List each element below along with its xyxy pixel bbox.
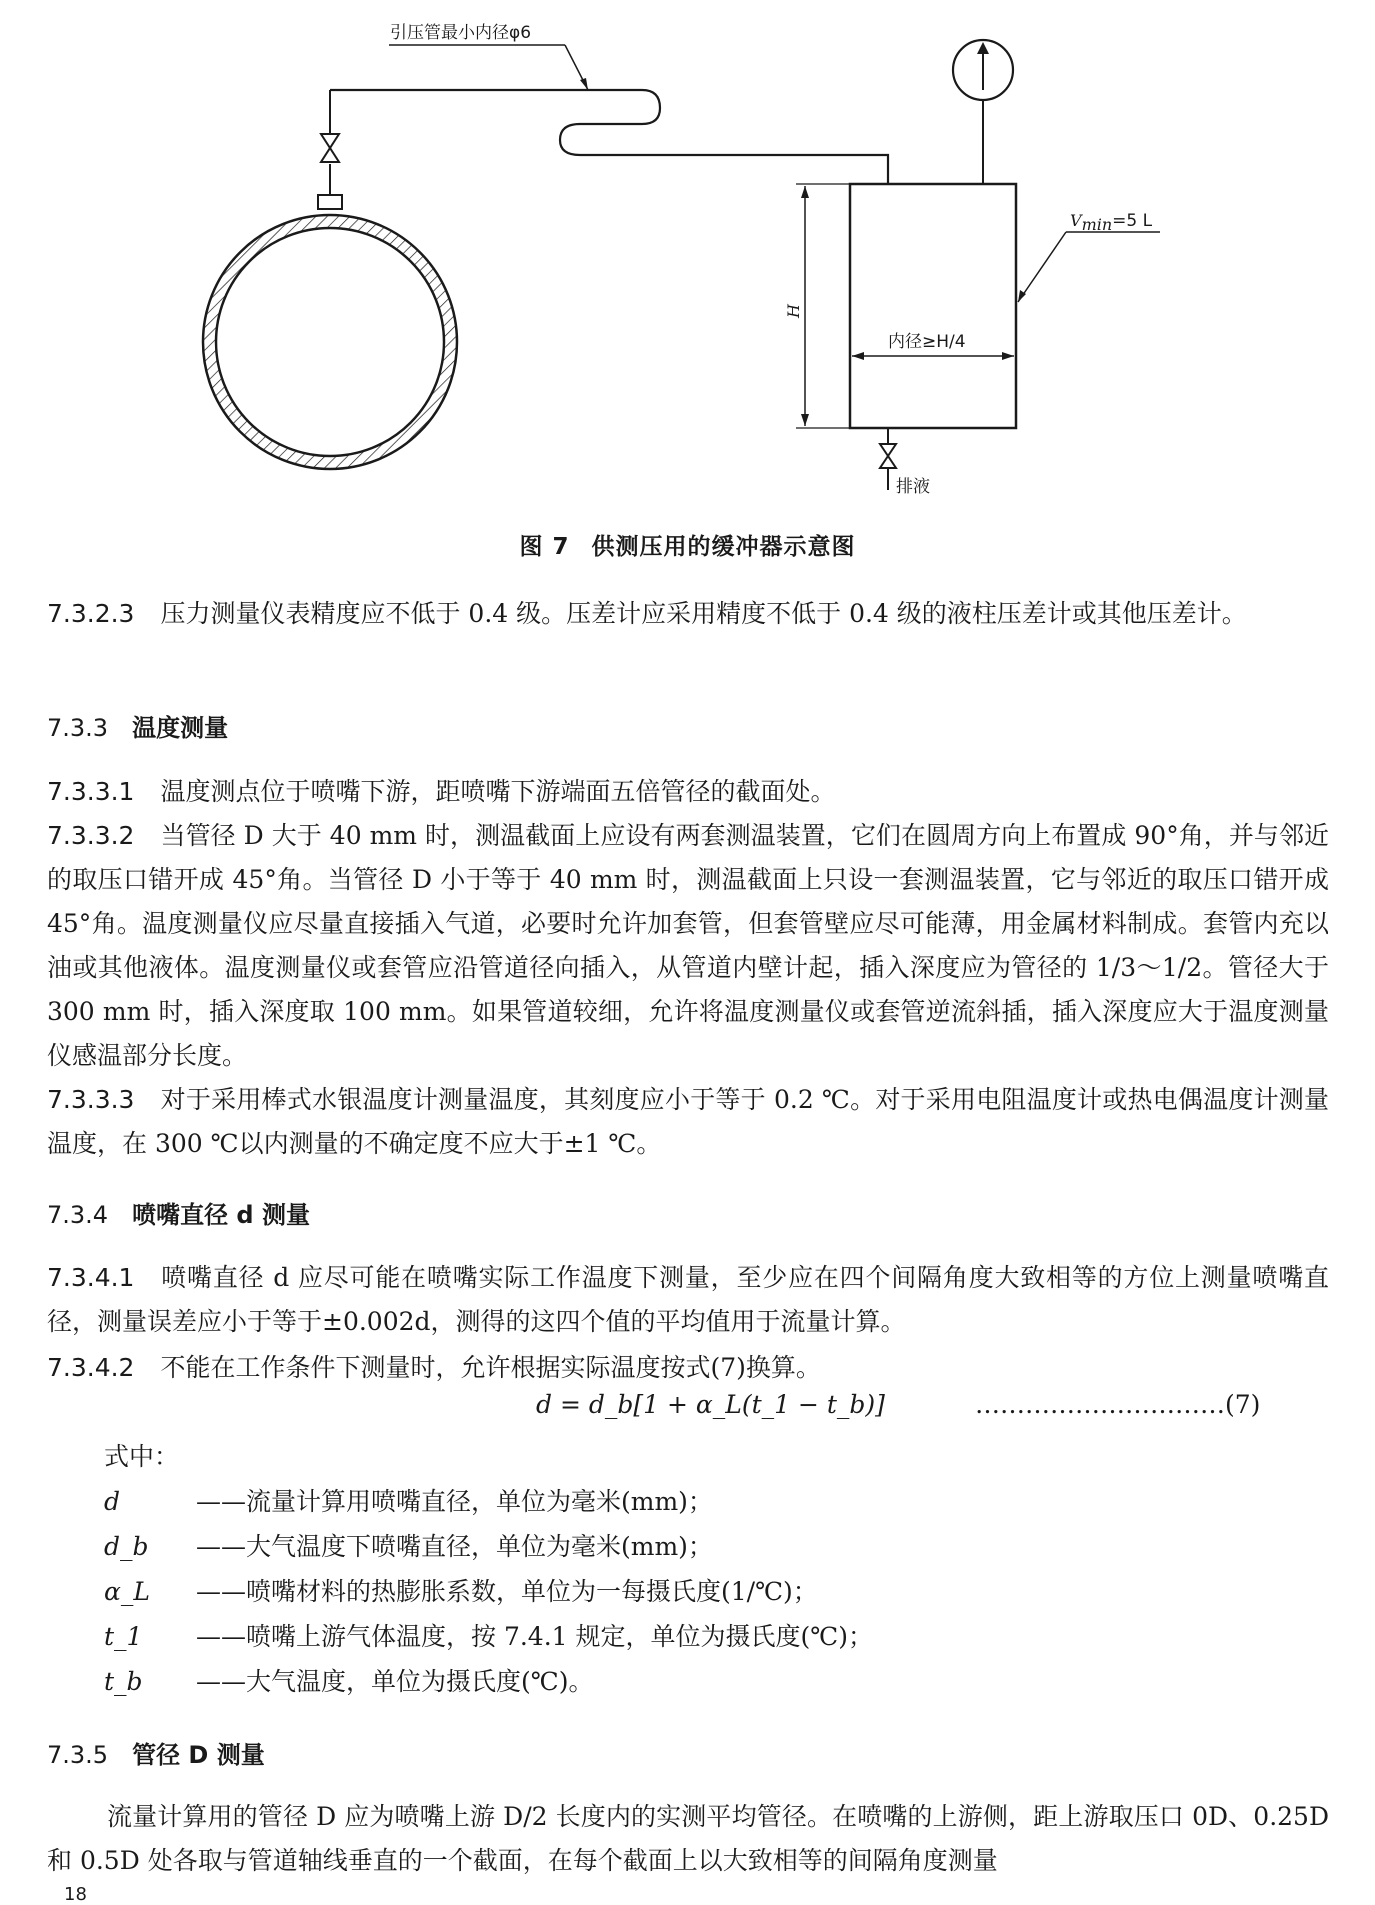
clause-number: 7.3.2.3 [47,599,135,628]
where-item: d ——流量计算用喷嘴直径，单位为毫米(mm)； [104,1487,713,1516]
clause-7-3-4-1 [47,1256,1329,1344]
drain-valve-icon [880,428,896,490]
where-item: t_b ——大气温度，单位为摄氏度(℃)。 [104,1667,594,1696]
formula-number: …………………………(7) [975,1390,1261,1419]
clause-text: 对于采用棒式水银温度计测量温度，其刻度应小于等于 0.2 ℃。对于采用电阻温度计或热电偶温度计测量温度，在 300 ℃以内测量的不确定度不应大于±1 ℃。 [47,1085,1329,1158]
clause-7-3-3-3 [47,1078,1329,1166]
paragraph-7-3-5: 流量计算用的管径 D 应为喷嘴上游 D/2 长度内的实测平均管径。在喷嘴的上游侧，距上游取压口 0D、0.25D 和 0.5D 处各取与管道轴线垂直的一个截面，在每个截面上以大致相等的间隔角度测量 [47,1802,1329,1875]
figure-title: 供测压用的缓冲器示意图 [591,534,856,560]
drain-label: 排液 [896,477,930,497]
volume-label: Vmin=5 L [1070,211,1153,234]
clause-7-3-3-2 [47,814,1329,1078]
heading-title: 管径 D 测量 [132,1741,265,1769]
clause-number: 7.3.4.2 [47,1353,135,1382]
where-item: α_L ——喷嘴材料的热膨胀系数，单位为一每摄氏度(1/℃)； [104,1577,818,1606]
where-item: t_1 ——喷嘴上游气体温度，按 7.4.1 规定，单位为摄氏度(℃)； [104,1622,873,1651]
clause-text: 喷嘴直径 d 应尽可能在喷嘴实际工作温度下测量，至少应在四个间隔角度大致相等的方位上测量喷嘴直径，测量误差应小于等于±0.002d，测得的这四个值的平均值用于流量计算。 [47,1263,1329,1336]
impulse-line [330,90,888,184]
clause-number: 7.3.4.1 [47,1263,135,1292]
where-item: d_b ——大气温度下喷嘴直径，单位为毫米(mm)； [104,1532,713,1561]
clause-text: 不能在工作条件下测量时，允许根据实际温度按式(7)换算。 [160,1353,821,1382]
section-heading-7-3-3: 7.3.3 温度测量 [47,714,229,742]
clause-number: 7.3.3.2 [47,821,135,850]
height-dimension [796,184,850,428]
clause-7-3-2-3 [47,592,1329,636]
heading-title: 温度测量 [132,714,229,742]
formula-expression: d = d_b[1 + α_L(t_1 − t_b)] [536,1390,885,1419]
clause-7-3-3-1 [47,770,1329,814]
clause-text: 当管径 D 大于 40 mm 时，测温截面上应设有两套测温装置，它们在圆周方向上布置成 90°角，并与邻近的取压口错开成 45°角。当管径 D 小于等于 40 mm 时，测温截面上只设一套测温装置，它与邻近的取压口错开成 45°角。温度测量仪应尽量直接插入气道，必要时允许加套管，但套管壁应尽可能薄，用金属材料制成。套管内充以油或其他液体。温度测量仪或套管应沿管道径向插入，从管道内壁计起，插入深度应为管径的 1/3～1/2。管径大于 300 mm 时，插入深度取 100 mm。如果管道较细，允许将温度测量仪或套管逆流斜插，插入深度应大于温度测量仪感温部分长度。 [47,821,1329,1070]
pipe-label: 引压管最小内径φ6 [390,23,532,43]
clause-text: 温度测点位于喷嘴下游，距喷嘴下游端面五倍管径的截面处。 [160,777,836,806]
clause-number: 7.3.3.3 [47,1085,135,1114]
buffer-vessel [850,184,1016,428]
pipe-cross-section [203,195,457,469]
tap-valve-icon [321,90,339,195]
section-heading-7-3-5: 7.3.5 管径 D 测量 [47,1741,265,1769]
heading-title: 喷嘴直径 d 测量 [132,1201,310,1229]
page-number: 18 [64,1884,87,1905]
clause-7-3-4-2 [47,1346,1329,1390]
clause-number: 7.3.3.1 [47,777,135,806]
section-heading-7-3-4: 7.3.4 喷嘴直径 d 测量 [47,1201,310,1229]
figure-number: 图 7 [519,534,570,560]
buffer-diagram [0,0,1375,520]
pressure-gauge-icon [953,40,1013,184]
inner-diameter-label: 内径≥H/4 [888,332,966,352]
figure-caption [0,528,1375,561]
clause-text: 压力测量仪表精度应不低于 0.4 级。压差计应采用精度不低于 0.4 级的液柱压差计或其他压差计。 [160,599,1247,628]
where-intro: 式中： [104,1442,180,1471]
height-label: H [784,304,803,318]
